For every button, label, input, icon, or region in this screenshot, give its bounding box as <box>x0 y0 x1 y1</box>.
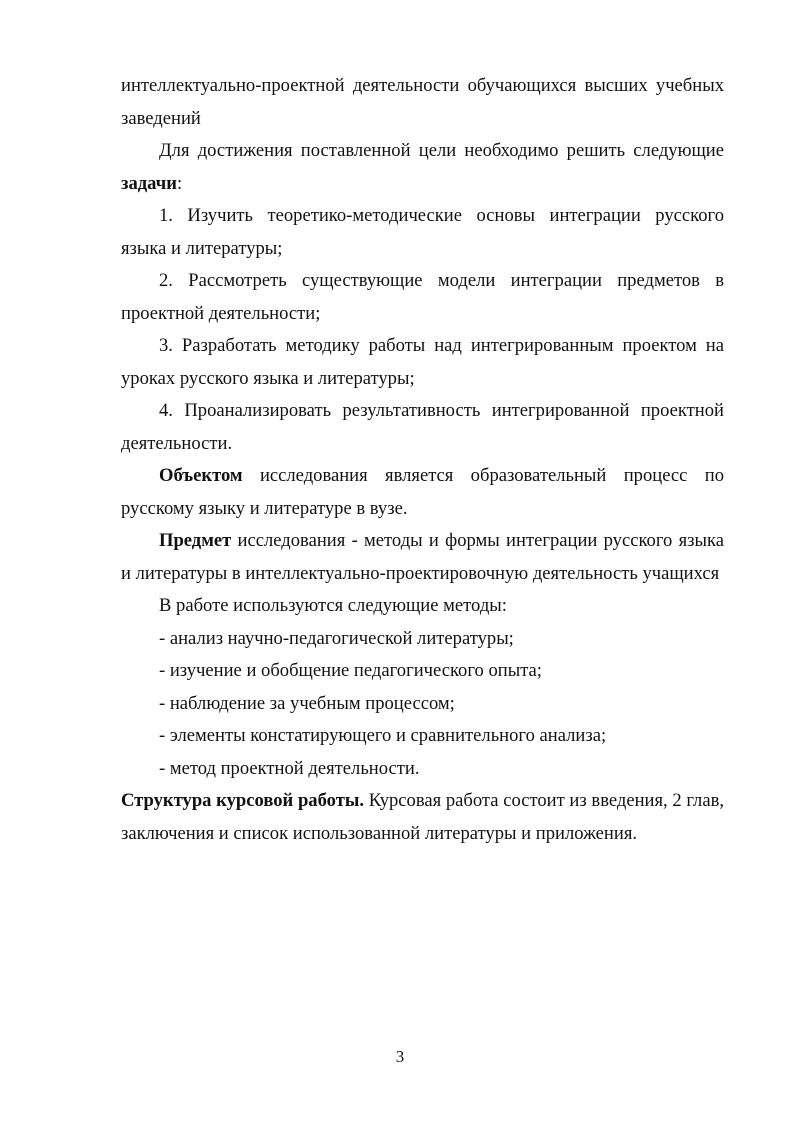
method-item-5: - метод проектной деятельности. <box>159 757 420 779</box>
method-item-1: - анализ научно-педагогической литературы; <box>159 627 514 649</box>
paragraph-methods-intro: В работе используются следующие методы: <box>159 595 507 616</box>
task-item-4: 4. Проанализировать результативность интегрированной проектной деятельности. <box>121 400 724 454</box>
page-number: 3 <box>395 1047 405 1066</box>
method-item-3: - наблюдение за учебным процессом; <box>159 692 455 714</box>
document-body <box>121 70 724 850</box>
structure-label: Структура курсовой работы. <box>121 790 364 811</box>
object-label: Объектом <box>159 465 243 486</box>
subject-label: Предмет <box>159 530 232 551</box>
paragraph-subject: Предмет исследования - методы и формы интеграции русского языка и литературы в интеллектуально-проектировочную деятельность учащихся <box>121 530 724 584</box>
method-item-2: - изучение и обобщение педагогического опыта; <box>159 660 542 681</box>
task-item-3: 3. Разработать методику работы над интегрированным проектом на уроках русского языка и литературы; <box>121 335 724 389</box>
paragraph-goal-continuation: интеллектуально-проектной деятельности обучающихся высших учебных заведений <box>121 75 724 129</box>
paragraph-object: Объектом исследования является образовательный процесс по русскому языку и литературе в вузе. <box>121 465 724 519</box>
paragraph-structure: Структура курсовой работы. Курсовая работа состоит из введения, 2 глав, заключения и список использованной литературы и приложения. <box>121 790 724 844</box>
method-item-4: - элементы констатирующего и сравнительного анализа; <box>159 725 607 746</box>
task-item-1: 1. Изучить теоретико-методические основы интеграции русского языка и литературы; <box>121 205 724 259</box>
paragraph-tasks-intro: Для достижения поставленной цели необходимо решить следующие задачи: <box>121 140 724 194</box>
task-item-2: 2. Рассмотреть существующие модели интеграции предметов в проектной деятельности; <box>121 270 724 324</box>
tasks-label: задачи <box>121 172 177 194</box>
